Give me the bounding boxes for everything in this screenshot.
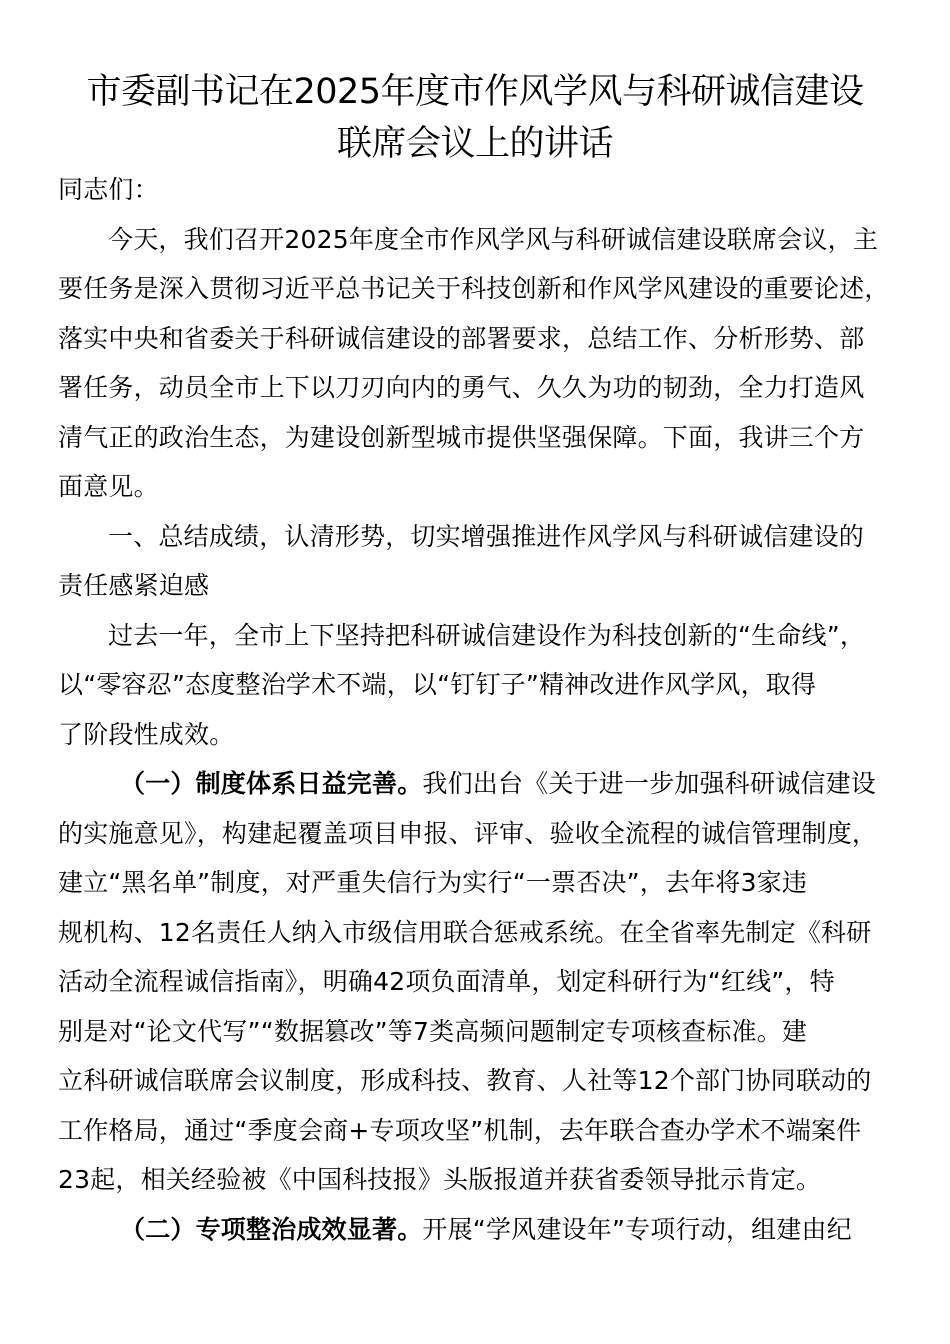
paragraph-line: 以“零容忍”态度整治学术不端，以“钉钉子”精神改进作风学风，取得 [58,670,817,699]
subsection-first-line [58,1205,898,1255]
paragraph-line: 过去一年，全市上下坚持把科研诚信建设作为科技创新的“生命线”， [108,620,866,650]
section-1-heading [58,512,898,611]
paragraph-line: 活动全流程诚信指南》，明确42项负面清单，划定科研行为“红线”，特 [58,967,835,996]
document-body [58,165,898,1254]
paragraph-line: 工作格局，通过“季度会商+专项攻坚”机制，去年联合查办学术不端案件 [58,1115,862,1145]
paragraph-line: 别是对“论文代写”“数据篡改”等7类高频问题制定专项核查标准。建 [58,1016,808,1046]
salutation: 同志们： [58,175,159,204]
intro-line: 署任务，动员全市上下以刀刃向内的勇气、久久为功的韧劲，全力打造风 [58,373,865,402]
paragraph-line: 规机构、12名责任人纳入市级信用联合惩戒系统。在全省率先制定《科研 [58,917,872,947]
intro-line: 落实中央和省委关于科研诚信建设的部署要求，总结工作、分析形势、部 [58,323,865,353]
subsection-heading: （二）专项整治成效显著。 [120,1214,423,1244]
intro-line: 要任务是深入贯彻习近平总书记关于科技创新和作风学风建设的重要论述， [58,274,890,303]
achievements-paragraph [58,611,898,760]
subsection-text: 开展“学风建设年”专项行动，组建由纪 [422,1214,852,1244]
document-title [40,66,910,170]
intro-line: 面意见。 [58,472,159,501]
section-heading-line: 一、总结成绩，认清形势，切实增强推进作风学风与科研诚信建设的 [108,521,865,551]
paragraph-line: 的实施意见》，构建起覆盖项目申报、评审、验收全流程的诚信管理制度， [58,818,878,848]
paragraph-line: 立科研诚信联席会议制度，形成科技、教育、人社等12个部门协同联动的 [58,1066,872,1095]
subsection-2 [58,1205,898,1255]
subsection-text: 我们出台《关于进一步加强科研诚信建设 [422,769,877,798]
subsection-first-line [58,759,898,809]
subsection-1 [58,759,898,1205]
paragraph-line: 23起，相关经验被《中国科技报》头版报道并获省委领导批示肯定。 [58,1165,822,1194]
intro-paragraph [58,215,898,512]
section-heading-line: 责任感紧迫感 [58,571,210,600]
paragraph-line: 建立“黑名单”制度，对严重失信行为实行“一票否决”，去年将3家违 [58,868,808,897]
intro-line: 今天，我们召开2025年度全市作风学风与科研诚信建设联席会议，主 [108,224,879,254]
title-line-2: 联席会议上的讲话 [336,124,613,164]
subsection-heading: （一）制度体系日益完善。 [120,769,423,798]
intro-line: 清气正的政治生态，为建设创新型城市提供坚强保障。下面，我讲三个方 [58,422,865,452]
paragraph-line: 了阶段性成效。 [58,719,235,749]
title-line-1: 市委副书记在2025年度市作风学风与科研诚信建设 [86,72,864,112]
